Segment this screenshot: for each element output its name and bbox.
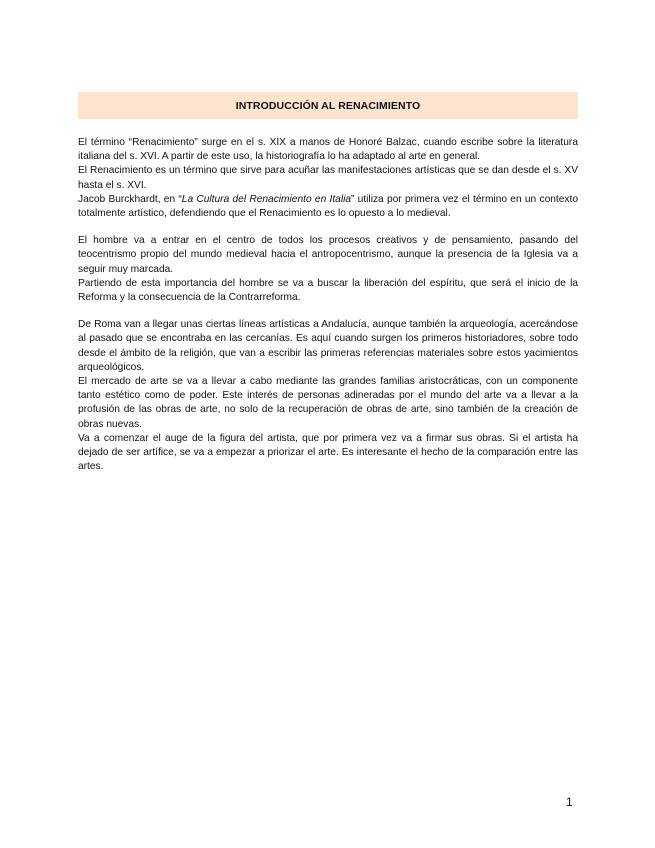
sentence-2-2: Partiendo de esta importancia del hombre se va a buscar la liberación del espíritu, que será el inicio de la Reforma y la consecuencia de la Contrarreforma.	[78, 277, 578, 304]
document-body	[78, 136, 578, 487]
title-banner	[78, 92, 578, 119]
paragraph-2	[78, 234, 578, 305]
page-number: 1	[566, 795, 573, 809]
sentence-3-1: De Roma van a llegar unas ciertas líneas artísticas a Andalucía, aunque también la arqueología, acercándose al pasado que se encontraba en las cercanías. Es aquí cuando surgen los primeros historiadores, sobre todo desde el ámbito de la religión, que van a escribir las primeras referencias materiales sobre estos yacimientos arqueológicos.	[78, 319, 578, 373]
page-title: INTRODUCCIÓN AL RENACIMIENTO	[235, 99, 421, 112]
sentence-1-1: El término “Renacimiento” surge en el s. XIX a manos de Honoré Balzac, cuando escribe sobre la literatura italiana del s. XVI. A partir de este uso, la historiografía lo ha adaptado al arte en general.	[78, 137, 578, 163]
book-title: La Cultura del Renacimiento en Italia	[181, 193, 352, 205]
paragraph-1	[78, 136, 578, 221]
sentence-2-1: El hombre va a entrar en el centro de todos los procesos creativos y de pensamiento, pasando del teocentrismo propio del mundo medieval hacia el antropocentrismo, aunque la presencia de la Iglesia va a seguir muy marcada.	[78, 235, 578, 275]
sentence-1-3	[78, 193, 578, 221]
sentence-1-3-start: Jacob Burckhardt, en “	[78, 193, 182, 205]
paragraph-3	[78, 318, 578, 474]
sentence-3-2: El mercado de arte se va a llevar a cabo mediante las grandes familias aristocráticas, con un componente tanto estético como de poder. Este interés de personas adineradas por el mundo del arte va a llevar a la profusión de las obras de arte, no solo de la recuperación de obras de arte, sino también de la creación de obras nuevas.	[78, 376, 578, 430]
sentence-3-3: Va a comenzar el auge de la figura del artista, que por primera vez va a firmar sus obras. Si el artista ha dejado de ser artífice, se va a empezar a priorizar el arte. Es interesante el hecho de la comparación entre las artes.	[78, 432, 578, 473]
sentence-1-2: El Renacimiento es un término que sirve para acuñar las manifestaciones artísticas que se dan desde el s. XV hasta el s. XVI.	[78, 165, 578, 191]
sentence-1-3-end: ” utiliza por primera vez el término en un contexto totalmente artístico, defendiendo que el Renacimiento es lo opuesto a lo medieval.	[78, 193, 578, 220]
